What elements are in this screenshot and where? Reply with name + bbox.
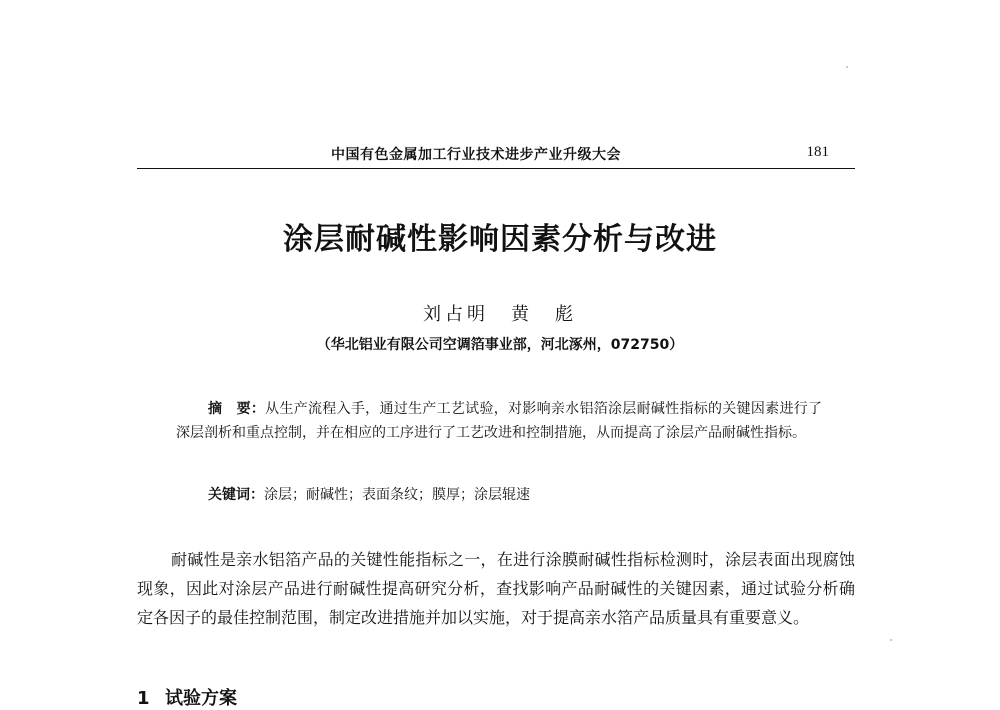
- running-title: 中国有色金属加工行业技术进步产业升级大会: [331, 147, 621, 163]
- section-number: 1: [137, 688, 150, 709]
- keywords-label: 关键词：: [208, 487, 264, 503]
- scan-speck: [890, 639, 892, 641]
- author-name: 刘占明: [423, 304, 489, 325]
- scan-speck: [846, 66, 848, 68]
- running-header: [137, 141, 855, 165]
- header-rule: [137, 168, 855, 169]
- abstract-text: 从生产流程入手，通过生产工艺试验，对影响亲水铝箔涂层耐碱性指标的关键因素进行了深层剖析和重点控制，并在相应的工序进行了工艺改进和控制措施，从而提高了涂层产品耐碱性指标。: [176, 401, 823, 441]
- author-line: [0, 300, 1000, 326]
- paper-title: 涂层耐碱性影响因素分析与改进: [283, 222, 717, 257]
- author-name: 黄 彪: [511, 304, 577, 325]
- body-paragraph: 耐碱性是亲水铝箔产品的关键性能指标之一，在进行涂膜耐碱性指标检测时，涂层表面出现腐蚀现象，因此对涂层产品进行耐碱性提高研究分析，查找影响产品耐碱性的关键因素，通过试验分析确定各因子的最佳控制范围，制定改进措施并加以实施，对于提高亲水箔产品质量具有重要意义。: [137, 550, 855, 627]
- page-number: 181: [806, 144, 829, 160]
- abstract-label: 摘 要：: [208, 401, 266, 417]
- keywords-text: 涂层；耐碱性；表面条纹；膜厚；涂层辊速: [264, 487, 530, 503]
- section-title: 试验方案: [165, 688, 237, 709]
- affiliation: （华北铝业有限公司空调箔事业部，河北涿州，072750）: [316, 337, 684, 353]
- abstract: [176, 397, 822, 445]
- keywords: [208, 483, 822, 507]
- section-heading: [137, 684, 237, 710]
